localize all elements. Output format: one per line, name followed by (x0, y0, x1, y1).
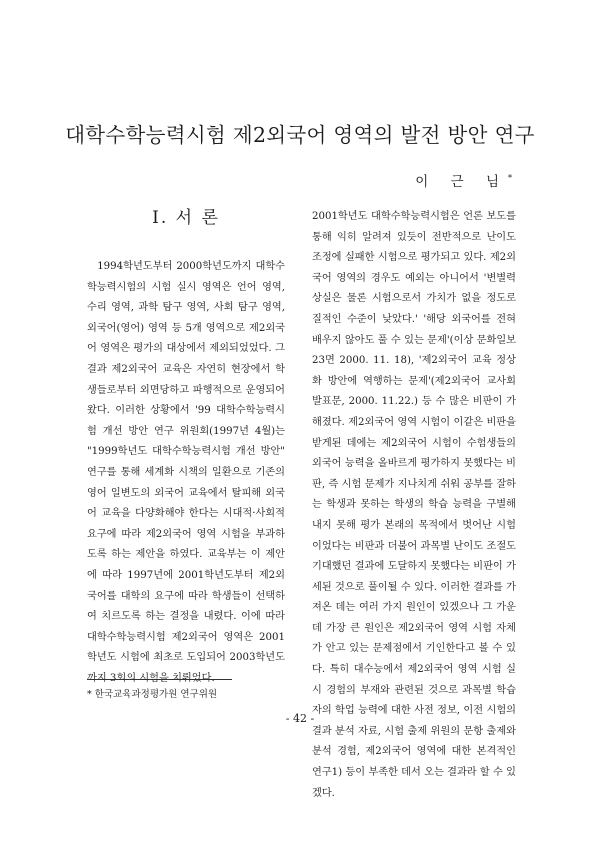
body-paragraph-1: 1994학년도부터 2000학년도까지 대학수학능력시험의 시험 실시 영역은 언어 영역, 수리 영역, 과학 탐구 영역, 사회 탐구 영역, 외국어(영어) 영역 등 5개 영역으로 제2외국어 영역은 평가의 대상에서 제외되었었다. 그 결과 제2외국어 교육은 자연히 현장에서 학생들로부터 외면당하고 파행적으로 운영되어 왔다. 이러한 상황에서 '99 대학수학능력시험 개선 방안 연구 위원회(1997년 4월)는 "1999학년도 대학수학능력시험 개선 방안" 연구를 통해 세계화 시책의 일환으로 기존의 영어 일변도의 외국어 교육에서 탈피해 외국어 교육을 다양화해야 한다는 시대적·사회적 요구에 따라 제2외국어 영역 시험을 부과하도록 하는 제안을 하였다. 교육부는 이 제안에 따라 1997년에 2001학년도부터 제2외국어를 대학의 요구에 따라 학생들이 선택하여 치르도록 하는 결정을 내렸다. 이에 따라 대학수학능력시험 제2외국어 영역은 2001학년도 시험에 최초로 도입되어 2003학년도까지 3회의 시험을 치뤄었다. (87, 261, 285, 684)
author-name (415, 170, 512, 190)
author-affiliation-footnote: * 한국교육과정평가원 연구위원 (87, 689, 218, 700)
author-name-text: 이 근 님 (415, 174, 508, 190)
left-column (87, 207, 285, 689)
paper-title: 대학수학능력시험 제2외국어 영역의 발전 방안 연구 (65, 123, 535, 147)
body-paragraph-2-continued: 2001학년도 대학수학능력시험은 언론 보도를 통해 익히 알려져 있듯이 전반적으로 난이도 조정에 실패한 시험으로 평가되고 있다. 제2외국어 영역의 경우도 예외는 아니어서 '변별력 상실은 물론 시험으로서 가치가 없을 정도로 질적인 수준이 낮았다.' '해당 외국어를 전혀 배우지 않아도 풀 수 있는 문제'(이상 문화일보 23면 2000. 11. 18), '제2외국어 교육 정상화 방안에 역행하는 문제'(제2외국어 교사회 발표문, 2000. 11.22.) 등 수 많은 비판이 가해졌다. 제2외국어 영역 시험이 이같은 비판을 받게된 데에는 제2외국어 시험이 수험생들의 외국어 능력을 올바르게 평가하지 못했다는 비판, 즉 시험 문제가 지나치게 쉬워 공부를 잘하는 학생과 못하는 학생의 학습 능력을 구별해내지 못해 평가 본래의 목적에서 벗어난 시험이었다는 비판과 더불어 과목별 난이도 조절도 기대했던 결과에 도달하지 못했다는 비판이 가세된 것으로 풀이될 수 있다. 이러한 결과를 가져온 데는 여러 가지 원인이 있겠으나 그 가운데 가장 큰 원인은 제2외국어 영역 시험 자체가 안고 있는 문제점에서 기인한다고 볼 수 있다. 특히 대수능에서 제2외국어 영역 시험 실시 경험의 부재와 관련된 것으로 과목별 학습자의 학업 능력에 대한 사전 정보, 이전 시험의 결과 분석 자료, 시험 출제 위원의 문항 출제와 분석 경험, 제2외국어 영역에 대한 본격적인 연구1) 등이 부족한 데서 오는 결과라 할 수 있겠다. (312, 211, 516, 799)
page-number: - 42 - (285, 712, 315, 725)
author-footnote-mark: * (508, 173, 512, 183)
footnote-divider (87, 679, 232, 680)
section-heading: I. 서 론 (152, 208, 220, 228)
